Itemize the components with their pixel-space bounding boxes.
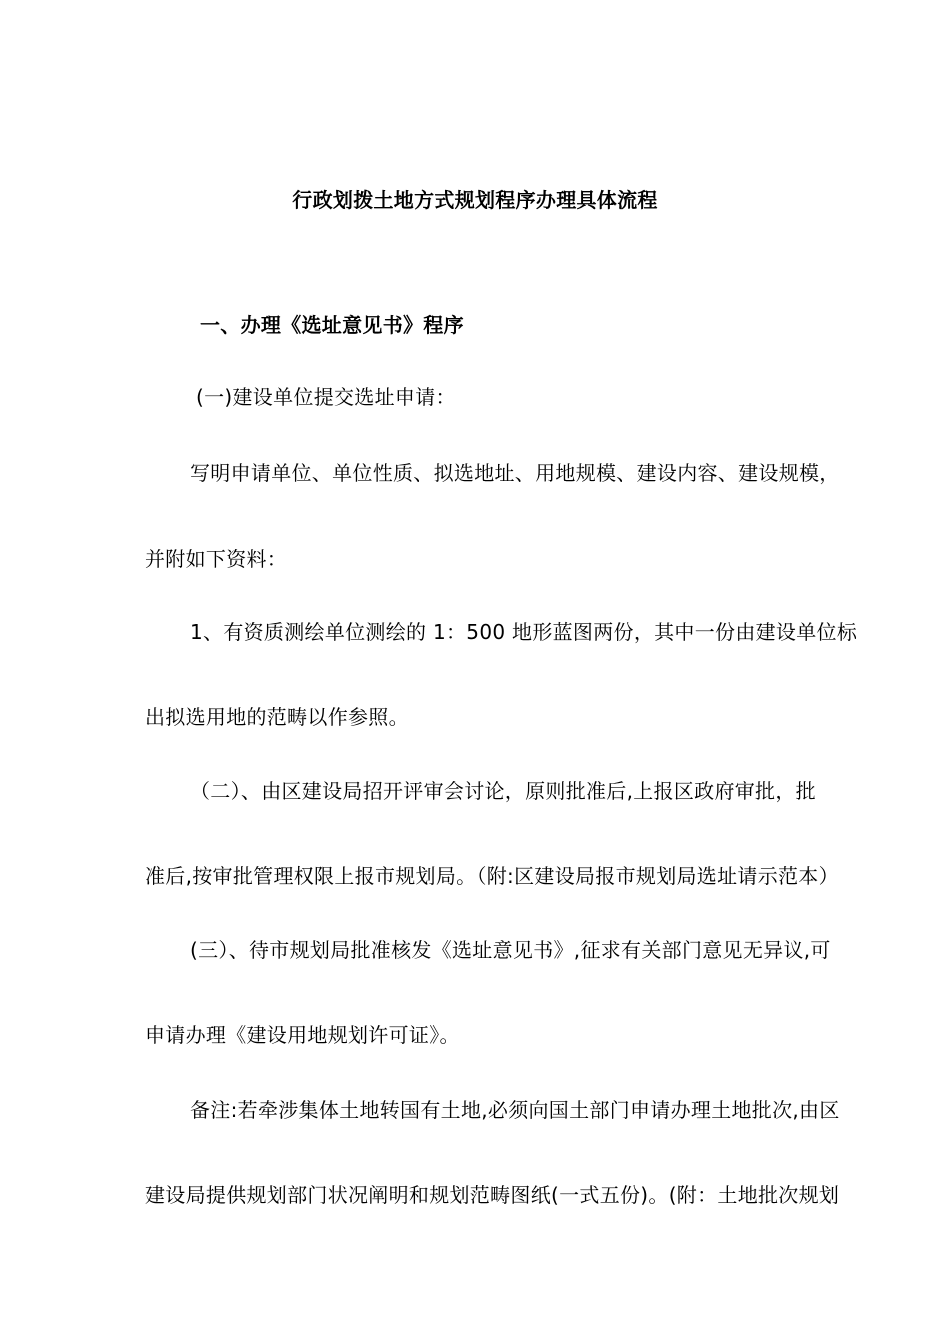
paragraph-line: 备注:若牵涉集体土地转国有土地,必须向国土部门申请办理土地批次,由区 xyxy=(190,1098,840,1122)
paragraph-line: 建设局提供规划部门状况阐明和规划范畴图纸(一式五份)。(附：土地批次规划 xyxy=(145,1183,840,1207)
paragraph-line: 1、有资质测绘单位测绘的 1：500 地形蓝图两份，其中一份由建设单位标 xyxy=(190,620,858,644)
paragraph-line: 出拟选用地的范畴以作参照。 xyxy=(145,705,409,729)
paragraph-line: 并附如下资料： xyxy=(145,547,288,571)
paragraph-line: （二）、由区建设局招开评审会讨论，原则批准后,上报区政府审批，批 xyxy=(190,779,816,803)
section-heading: 一、办理《选址意见书》程序 xyxy=(200,313,464,337)
paragraph-line: (三）、待市规划局批准核发《选址意见书》,征求有关部门意见无异议,可 xyxy=(190,938,831,962)
paragraph-line: 准后,按审批管理权限上报市规划局。（附:区建设局报市规划局选址请示范本） xyxy=(145,864,839,888)
document-title: 行政划拨土地方式规划程序办理具体流程 xyxy=(292,188,658,212)
paragraph-line: 申请办理《建设用地规划许可证》。 xyxy=(145,1023,460,1047)
step-heading: (一)建设单位提交选址申请： xyxy=(196,385,456,409)
paragraph-line: 写明申请单位、单位性质、拟选地址、用地规模、建设内容、建设规模， xyxy=(190,461,840,485)
